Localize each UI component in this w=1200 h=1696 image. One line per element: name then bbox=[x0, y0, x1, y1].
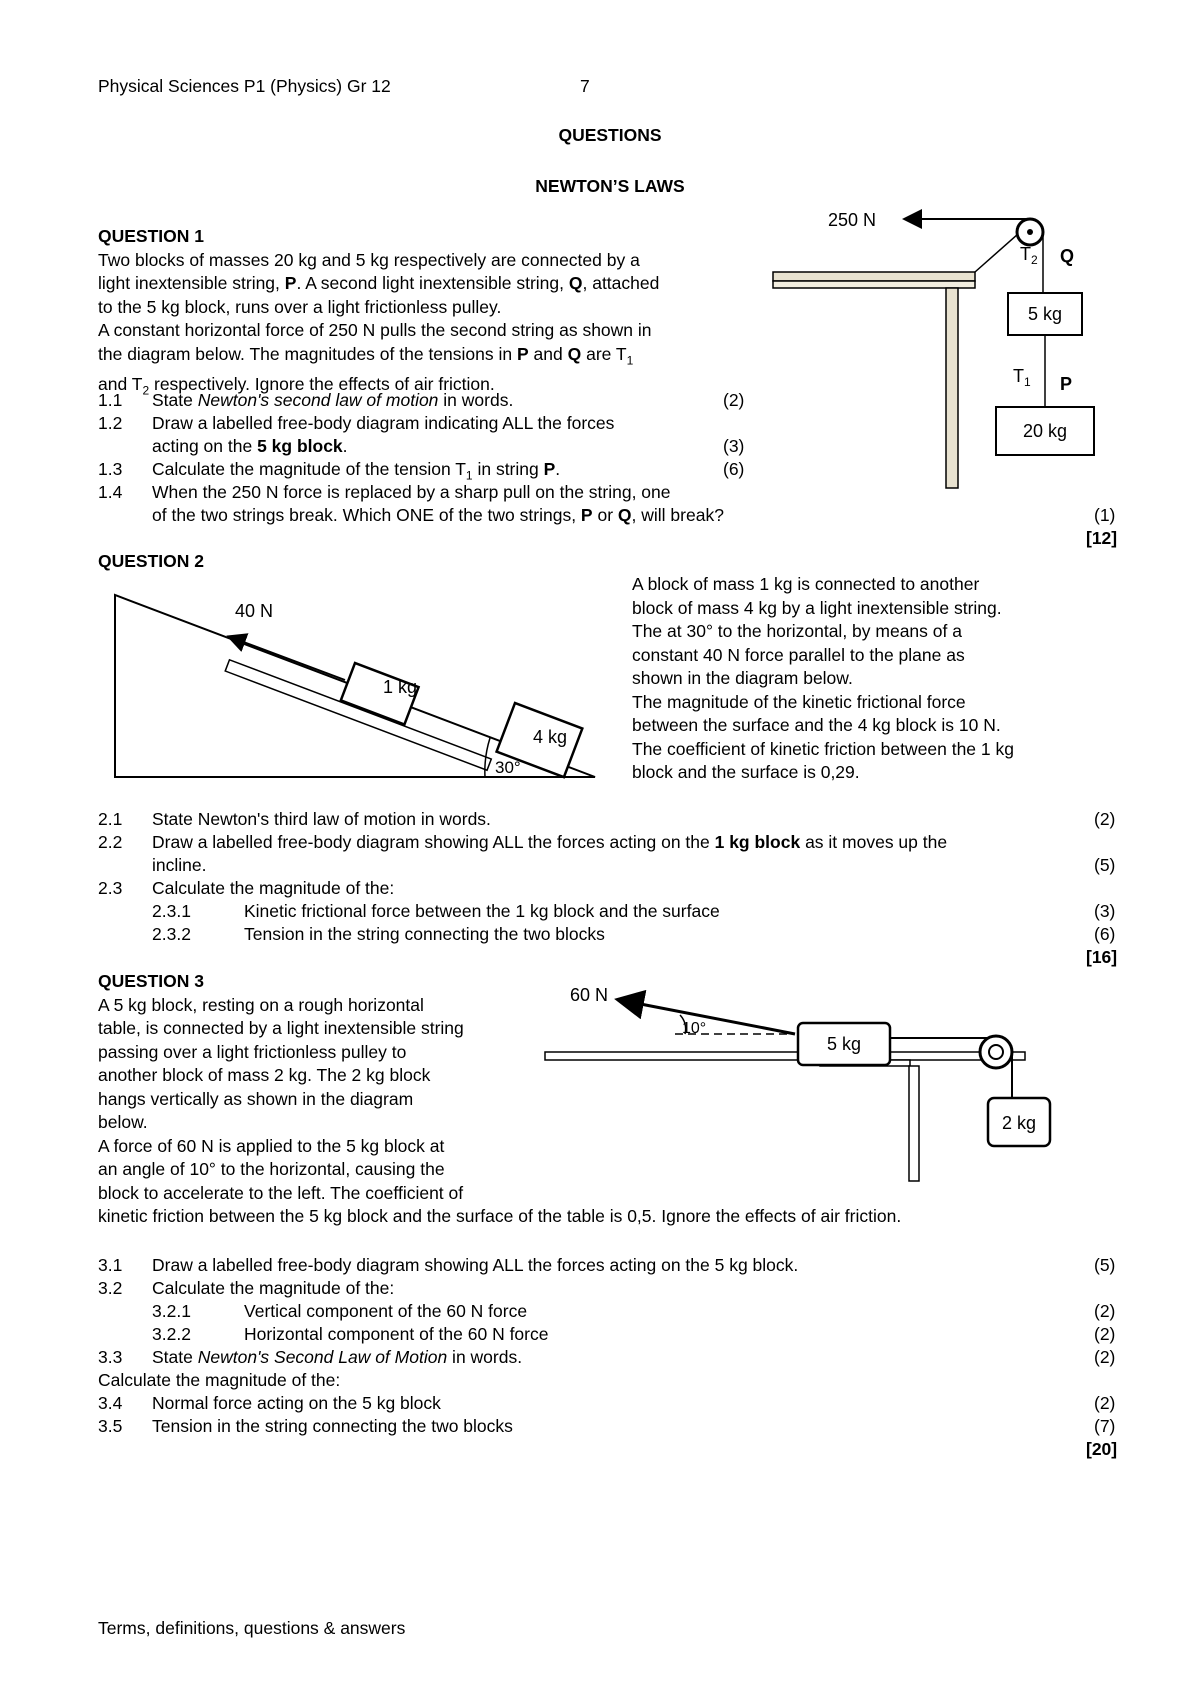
item-number: 2.2 bbox=[98, 832, 123, 852]
page-number: 7 bbox=[580, 76, 590, 96]
item-text: State Newton's Second Law of Motion in words. bbox=[152, 1347, 523, 1367]
item-marks: (2) bbox=[1094, 1347, 1116, 1367]
question-1-total: [12] bbox=[1086, 528, 1118, 548]
block-20kg-label: 20 kg bbox=[1022, 421, 1068, 441]
table-leg bbox=[909, 1066, 919, 1181]
force-label: 250 N bbox=[828, 210, 877, 230]
item-marks: (5) bbox=[1094, 855, 1116, 875]
q3-line: A 5 kg block, resting on a rough horizontal bbox=[98, 994, 424, 1015]
pulley-hub bbox=[989, 1045, 1003, 1059]
item-marks: (5) bbox=[1094, 1255, 1116, 1275]
item-marks: (2) bbox=[1094, 1324, 1116, 1344]
footer-text: Terms, definitions, questions & answers bbox=[98, 1618, 406, 1638]
tension-1-label: $T_1$ bbox=[1013, 366, 1031, 389]
pulley-support bbox=[975, 234, 1018, 272]
q3-line: passing over a light frictionless pulley to bbox=[98, 1041, 407, 1062]
item-number: 1.3 bbox=[98, 459, 123, 479]
q1-line: A constant horizontal force of 250 N pulls the second string as shown in bbox=[98, 320, 652, 340]
block-4kg-label: 4 kg bbox=[533, 727, 568, 747]
q2-line: shown in the diagram below. bbox=[632, 668, 853, 688]
table-leg bbox=[946, 288, 958, 488]
item-number: 1.2 bbox=[98, 413, 123, 433]
q1-line: Two blocks of masses 20 kg and 5 kg respectively are connected by a bbox=[98, 249, 640, 270]
incline-diagram-q2 bbox=[105, 585, 615, 785]
item-number: 3.5 bbox=[98, 1416, 123, 1436]
section-title: NEWTON’S LAWS bbox=[535, 176, 685, 196]
q2-line: block of mass 4 kg by a light inextensible string. bbox=[632, 597, 1002, 618]
q1-line: and $T_2$ respectively. Ignore the effects of air friction. bbox=[98, 373, 495, 397]
item-text: Tension in the string connecting the two blocks bbox=[244, 924, 605, 944]
page-title: QUESTIONS bbox=[558, 125, 662, 145]
block-1kg-label: 1 kg bbox=[383, 677, 418, 697]
item-number: 3.4 bbox=[98, 1393, 123, 1413]
item-text: Vertical component of the 60 N force bbox=[244, 1301, 528, 1321]
item-text: State Newton's third law of motion in words. bbox=[152, 809, 491, 829]
q1-line: to the 5 kg block, runs over a light frictionless pulley. bbox=[98, 296, 502, 317]
q2-line: block and the surface is 0,29. bbox=[632, 762, 860, 782]
block-5kg-label: 5 kg bbox=[1027, 304, 1063, 324]
string-q-label: Q bbox=[1060, 246, 1075, 266]
item-number: 2.3.2 bbox=[152, 924, 191, 944]
q2-line: constant 40 N force parallel to the plane as bbox=[632, 644, 965, 665]
item-text: Draw a labelled free-body diagram showing ALL the forces acting on the 1 kg block as it moves up the bbox=[152, 832, 948, 852]
item-marks: (2) bbox=[723, 390, 745, 410]
item-marks: (6) bbox=[723, 459, 745, 479]
question-1-items bbox=[98, 389, 758, 529]
table-top bbox=[545, 1052, 1025, 1060]
q2-line: A block of mass 1 kg is connected to another bbox=[632, 574, 980, 594]
item-text: Calculate the magnitude of the tension $T_1$ in string P. bbox=[152, 459, 561, 483]
question-1-heading: QUESTION 1 bbox=[98, 226, 204, 246]
question-3-heading: QUESTION 3 bbox=[98, 971, 204, 991]
table-edge bbox=[773, 281, 975, 288]
item-number: 3.2 bbox=[98, 1278, 123, 1298]
question-2-description bbox=[632, 573, 1014, 785]
item-text: Normal force acting on the 5 kg block bbox=[152, 1393, 441, 1413]
header-subject: Physical Sciences P1 (Physics) Gr 12 bbox=[98, 76, 391, 96]
q3-line: another block of mass 2 kg. The 2 kg block bbox=[98, 1065, 431, 1085]
item-text: Kinetic frictional force between the 1 kg block and the surface bbox=[244, 901, 720, 921]
q1-line: the diagram below. The magnitudes of the tensions in P and Q are $T_1$ bbox=[98, 343, 634, 367]
force-label: 60 N bbox=[570, 985, 609, 1005]
item-text: Draw a labelled free-body diagram indicating ALL the forces bbox=[152, 413, 615, 433]
tension-2-label: $T_2$ bbox=[1020, 244, 1038, 267]
question-3-items bbox=[98, 1254, 1148, 1454]
q3-line: table, is connected by a light inextensible string bbox=[98, 1018, 464, 1038]
block-5kg-label: 5 kg bbox=[826, 1034, 862, 1054]
pulley-diagram-q1 bbox=[760, 200, 1120, 495]
item-text: of the two strings break. Which ONE of the two strings, P or Q, will break? bbox=[152, 505, 724, 525]
item-text: incline. bbox=[152, 855, 207, 875]
item-marks: (6) bbox=[1094, 924, 1116, 944]
item-number: 2.1 bbox=[98, 809, 123, 829]
item-text: Calculate the magnitude of the: bbox=[98, 1370, 341, 1390]
item-text: Horizontal component of the 60 N force bbox=[244, 1324, 549, 1344]
item-number: 2.3.1 bbox=[152, 901, 191, 921]
q2-line: The magnitude of the kinetic frictional force bbox=[632, 691, 966, 712]
item-marks: (2) bbox=[1094, 809, 1116, 829]
q3-line: hangs vertically as shown in the diagram bbox=[98, 1088, 414, 1109]
item-number: 1.1 bbox=[98, 390, 123, 410]
q3-line: an angle of 10° to the horizontal, causing the bbox=[98, 1159, 445, 1179]
item-text: When the 250 N force is replaced by a sharp pull on the string, one bbox=[152, 482, 671, 502]
item-marks: (3) bbox=[1094, 901, 1116, 921]
item-number: 3.1 bbox=[98, 1255, 123, 1275]
item-text: Calculate the magnitude of the: bbox=[152, 1278, 395, 1298]
question-1-text bbox=[98, 225, 659, 403]
table-top bbox=[773, 272, 975, 281]
q1-line: light inextensible string, P. A second light inextensible string, Q, attached bbox=[98, 273, 660, 293]
angle-label: 30° bbox=[495, 758, 521, 777]
item-number: 3.2.2 bbox=[152, 1324, 191, 1344]
item-marks: (2) bbox=[1094, 1393, 1116, 1413]
item-text: Tension in the string connecting the two blocks bbox=[152, 1416, 513, 1436]
string-p-label: P bbox=[1060, 374, 1073, 394]
q3-line: A force of 60 N is applied to the 5 kg block at bbox=[98, 1135, 445, 1156]
item-text: Draw a labelled free-body diagram showing ALL the forces acting on the 5 kg block. bbox=[152, 1255, 799, 1275]
item-marks: (1) bbox=[1094, 505, 1116, 525]
angle-label: 10° bbox=[682, 1020, 707, 1037]
question-2-items bbox=[98, 808, 1148, 958]
q3-line: kinetic friction between the 5 kg block and the surface of the table is 0,5. Ignore the effects of air friction. bbox=[98, 1206, 902, 1226]
item-number: 1.4 bbox=[98, 482, 123, 502]
item-text: Calculate the magnitude of the: bbox=[152, 878, 395, 898]
question-2-heading: QUESTION 2 bbox=[98, 551, 204, 571]
q2-line: The coefficient of kinetic friction between the 1 kg bbox=[632, 738, 1014, 759]
q2-line: The at 30° to the horizontal, by means of a bbox=[632, 621, 962, 641]
item-text: acting on the 5 kg block. bbox=[152, 436, 348, 456]
item-number: 2.3 bbox=[98, 878, 123, 898]
question-2-total: [16] bbox=[1086, 947, 1118, 967]
q3-line: below. bbox=[98, 1112, 148, 1132]
block-2kg-label: 2 kg bbox=[1001, 1113, 1037, 1133]
force-label: 40 N bbox=[235, 601, 274, 621]
q2-line: between the surface and the 4 kg block is 10 N. bbox=[632, 715, 1001, 735]
item-number: 3.2.1 bbox=[152, 1301, 191, 1321]
item-marks: (7) bbox=[1094, 1416, 1116, 1436]
item-marks: (3) bbox=[723, 436, 745, 456]
item-number: 3.3 bbox=[98, 1347, 123, 1367]
item-marks: (2) bbox=[1094, 1301, 1116, 1321]
q3-line: block to accelerate to the left. The coefficient of bbox=[98, 1182, 464, 1203]
question-3-total: [20] bbox=[1086, 1439, 1118, 1459]
pulley-axle bbox=[1027, 229, 1033, 235]
item-text: State Newton's second law of motion in words. bbox=[152, 390, 514, 410]
table-pulley-diagram-q3 bbox=[540, 985, 1060, 1185]
force-arrow bbox=[620, 1000, 795, 1034]
